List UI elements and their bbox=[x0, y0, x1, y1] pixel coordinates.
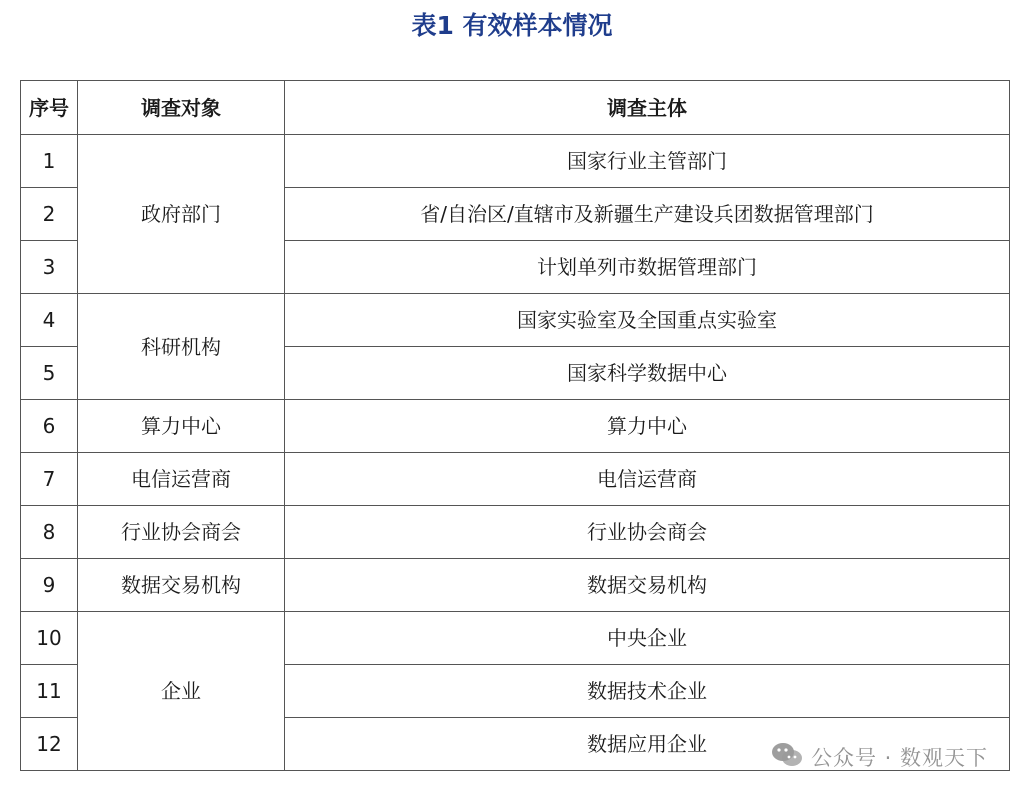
cell-num: 2 bbox=[21, 188, 78, 241]
cell-num: 9 bbox=[21, 559, 78, 612]
cell-subject: 数据应用企业 bbox=[285, 718, 1010, 771]
cell-subject: 计划单列市数据管理部门 bbox=[285, 241, 1010, 294]
cell-num: 3 bbox=[21, 241, 78, 294]
cell-num: 5 bbox=[21, 347, 78, 400]
watermark-text: 公众号 · 数观天下 bbox=[810, 746, 988, 770]
header-object: 调查对象 bbox=[78, 81, 285, 135]
cell-subject: 算力中心 bbox=[285, 400, 1010, 453]
sample-table bbox=[20, 80, 1010, 771]
cell-num: 10 bbox=[21, 612, 78, 665]
table-row bbox=[21, 612, 1010, 665]
table-row bbox=[21, 506, 1010, 559]
cell-num: 4 bbox=[21, 294, 78, 347]
cell-subject: 省/自治区/直辖市及新疆生产建设兵团数据管理部门 bbox=[285, 188, 1010, 241]
table-row bbox=[21, 294, 1010, 347]
table-row bbox=[21, 559, 1010, 612]
table-row bbox=[21, 453, 1010, 506]
cell-object: 政府部门 bbox=[78, 135, 285, 294]
cell-num: 6 bbox=[21, 400, 78, 453]
cell-object: 算力中心 bbox=[78, 400, 285, 453]
cell-object: 电信运营商 bbox=[78, 453, 285, 506]
table-title: 表1 有效样本情况 bbox=[411, 11, 613, 40]
cell-subject: 国家行业主管部门 bbox=[285, 135, 1010, 188]
cell-num: 12 bbox=[21, 718, 78, 771]
table-header-row bbox=[21, 81, 1010, 135]
table-row bbox=[21, 135, 1010, 188]
cell-subject: 国家科学数据中心 bbox=[285, 347, 1010, 400]
cell-subject: 中央企业 bbox=[285, 612, 1010, 665]
wechat-icon bbox=[771, 741, 811, 774]
watermark bbox=[771, 737, 988, 777]
cell-subject: 国家实验室及全国重点实验室 bbox=[285, 294, 1010, 347]
cell-num: 8 bbox=[21, 506, 78, 559]
cell-subject: 行业协会商会 bbox=[285, 506, 1010, 559]
table-row bbox=[21, 400, 1010, 453]
cell-subject: 数据技术企业 bbox=[285, 665, 1010, 718]
cell-object: 数据交易机构 bbox=[78, 559, 285, 612]
cell-object: 行业协会商会 bbox=[78, 506, 285, 559]
cell-subject: 数据交易机构 bbox=[285, 559, 1010, 612]
cell-num: 1 bbox=[21, 135, 78, 188]
cell-num: 11 bbox=[21, 665, 78, 718]
cell-object: 企业 bbox=[78, 612, 285, 771]
cell-num: 7 bbox=[21, 453, 78, 506]
cell-subject: 电信运营商 bbox=[285, 453, 1010, 506]
header-num: 序号 bbox=[21, 81, 78, 135]
header-subject: 调查主体 bbox=[285, 81, 1010, 135]
cell-object: 科研机构 bbox=[78, 294, 285, 400]
